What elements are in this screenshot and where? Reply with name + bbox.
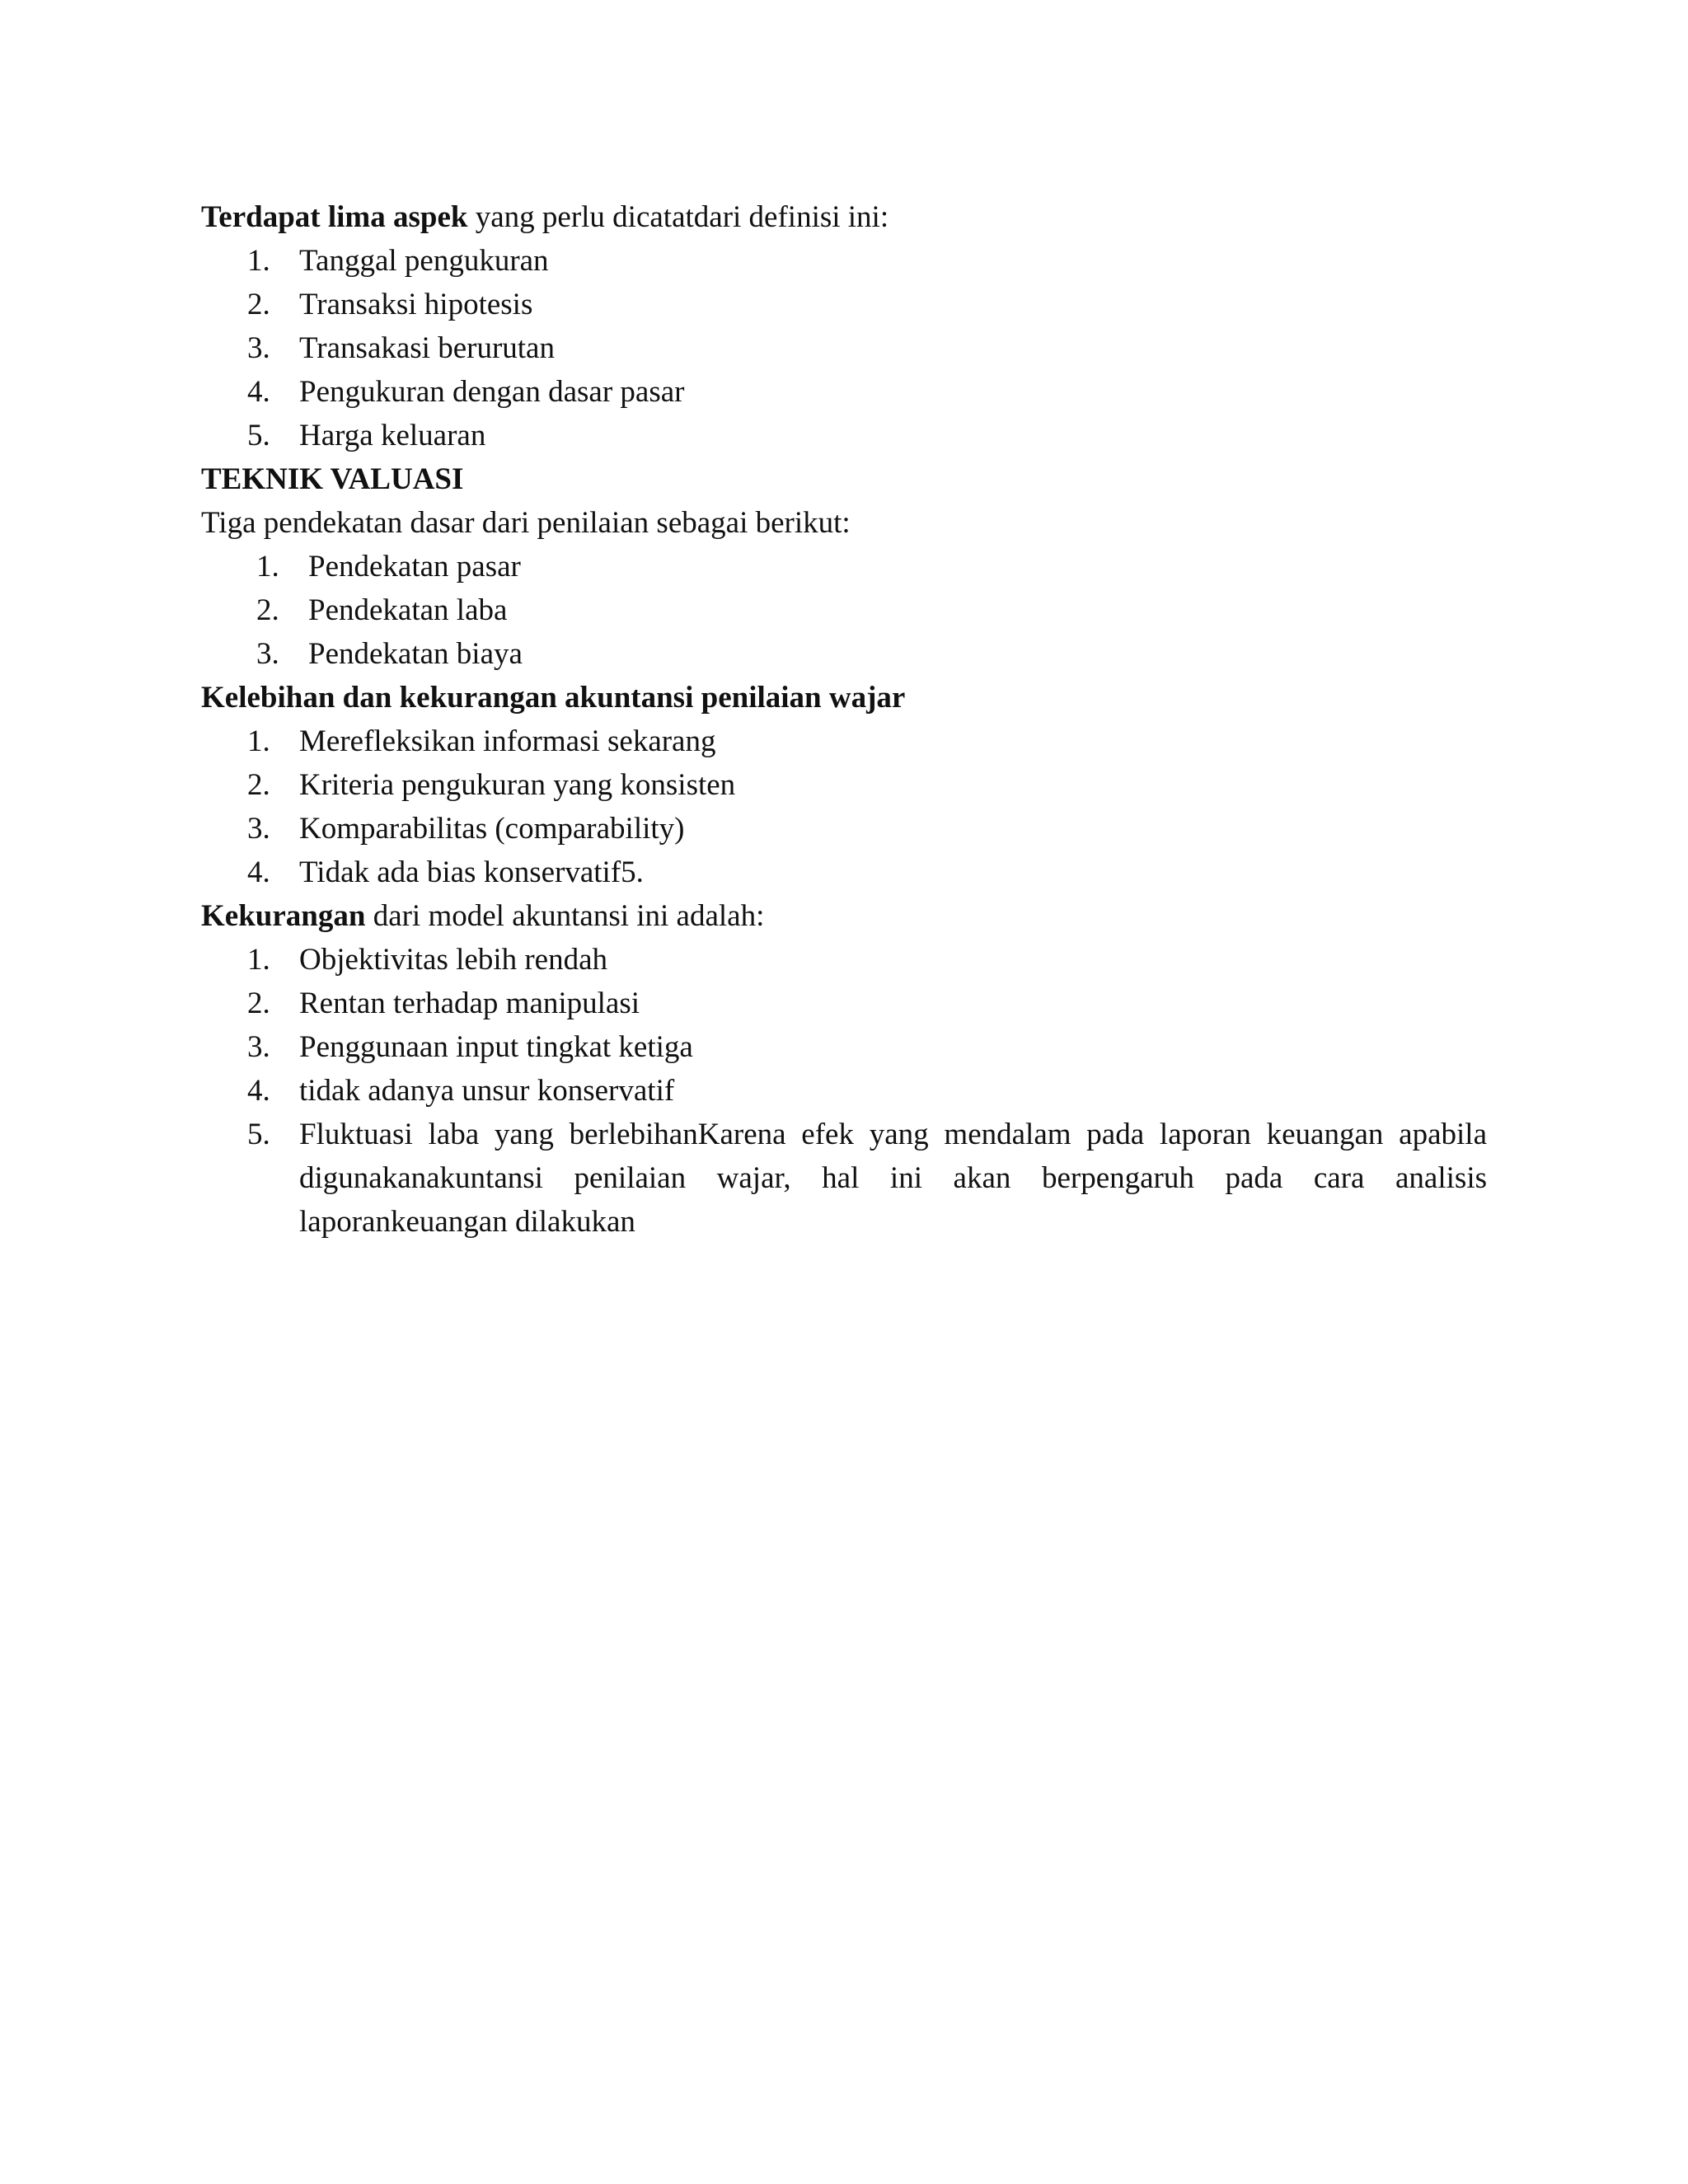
list-item (201, 938, 1487, 982)
list-item-number: 3. (247, 331, 270, 365)
valuation-list (201, 545, 1487, 676)
aspects-intro (201, 195, 1487, 239)
list-item-number: 4. (247, 855, 270, 889)
list-item-text: Transaksi hipotesis (299, 288, 533, 321)
list-item-number: 1. (247, 724, 270, 758)
list-item (201, 545, 1487, 588)
list-item-text: Fluktuasi laba yang berlebihanKarena efek yang mendalam pada laporan keuangan apabila digunakanakuntansi penilaian wajar, hal ini akan berpengaruh pada cara analisis laporankeuangan dilakukan (299, 1118, 1487, 1239)
list-item (201, 1113, 1487, 1244)
list-item-number: 1. (247, 244, 270, 278)
valuation-intro: Tiga pendekatan dasar dari penilaian sebagai berikut: (201, 506, 851, 540)
list-item (201, 1069, 1487, 1113)
list-item (201, 370, 1487, 414)
list-item-text: Kriteria pengukuran yang konsisten (299, 768, 736, 802)
list-item-text: Objektivitas lebih rendah (299, 943, 608, 977)
list-item-number: 5. (247, 1118, 270, 1151)
aspects-intro-bold: Terdapat lima aspek (201, 200, 468, 234)
list-item-text: Harga keluaran (299, 419, 486, 452)
disadvantages-list (201, 938, 1487, 1244)
list-item (201, 632, 1487, 676)
list-item (201, 326, 1487, 370)
list-item-number: 3. (256, 637, 279, 671)
list-item (201, 807, 1487, 851)
list-item-text: Merefleksikan informasi sekarang (299, 724, 716, 758)
list-item-text: Tanggal pengukuran (299, 244, 549, 278)
disadvantages-intro (201, 894, 1487, 938)
disadvantages-intro-bold: Kekurangan (201, 899, 366, 933)
list-item (201, 283, 1487, 326)
aspects-intro-text: yang perlu dicatatdari definisi ini: (467, 200, 889, 234)
document-content (201, 195, 1487, 1244)
list-item (201, 239, 1487, 283)
list-item-number: 2. (256, 593, 279, 627)
list-item-text: Komparabilitas (comparability) (299, 812, 685, 846)
list-item-number: 5. (247, 419, 270, 452)
list-item-text: Penggunaan input tingkat ketiga (299, 1030, 693, 1064)
list-item-number: 3. (247, 1030, 270, 1064)
list-item-number: 1. (256, 550, 279, 583)
list-item-text: Pengukuran dengan dasar pasar (299, 375, 685, 409)
list-item-number: 2. (247, 768, 270, 802)
list-item-number: 1. (247, 943, 270, 977)
list-item (201, 982, 1487, 1025)
list-item (201, 1025, 1487, 1069)
advantages-list (201, 719, 1487, 894)
list-item-number: 2. (247, 288, 270, 321)
list-item-text: Rentan terhadap manipulasi (299, 987, 640, 1020)
list-item-text: Transakasi berurutan (299, 331, 555, 365)
valuation-heading: TEKNIK VALUASI (201, 462, 464, 496)
aspects-list (201, 239, 1487, 457)
list-item-text: Pendekatan laba (308, 593, 508, 627)
list-item (201, 414, 1487, 457)
disadvantages-intro-text: dari model akuntansi ini adalah: (365, 899, 765, 933)
list-item-number: 4. (247, 1074, 270, 1108)
list-item-number: 2. (247, 987, 270, 1020)
list-item-text: Pendekatan biaya (308, 637, 523, 671)
list-item (201, 763, 1487, 807)
advantages-heading: Kelebihan dan kekurangan akuntansi penilaian wajar (201, 681, 906, 715)
list-item (201, 851, 1487, 894)
list-item (201, 588, 1487, 632)
list-item-text: Pendekatan pasar (308, 550, 521, 583)
list-item (201, 719, 1487, 763)
list-item-text: Tidak ada bias konservatif5. (299, 855, 644, 889)
list-item-text: tidak adanya unsur konservatif (299, 1074, 675, 1108)
list-item-number: 4. (247, 375, 270, 409)
list-item-number: 3. (247, 812, 270, 846)
